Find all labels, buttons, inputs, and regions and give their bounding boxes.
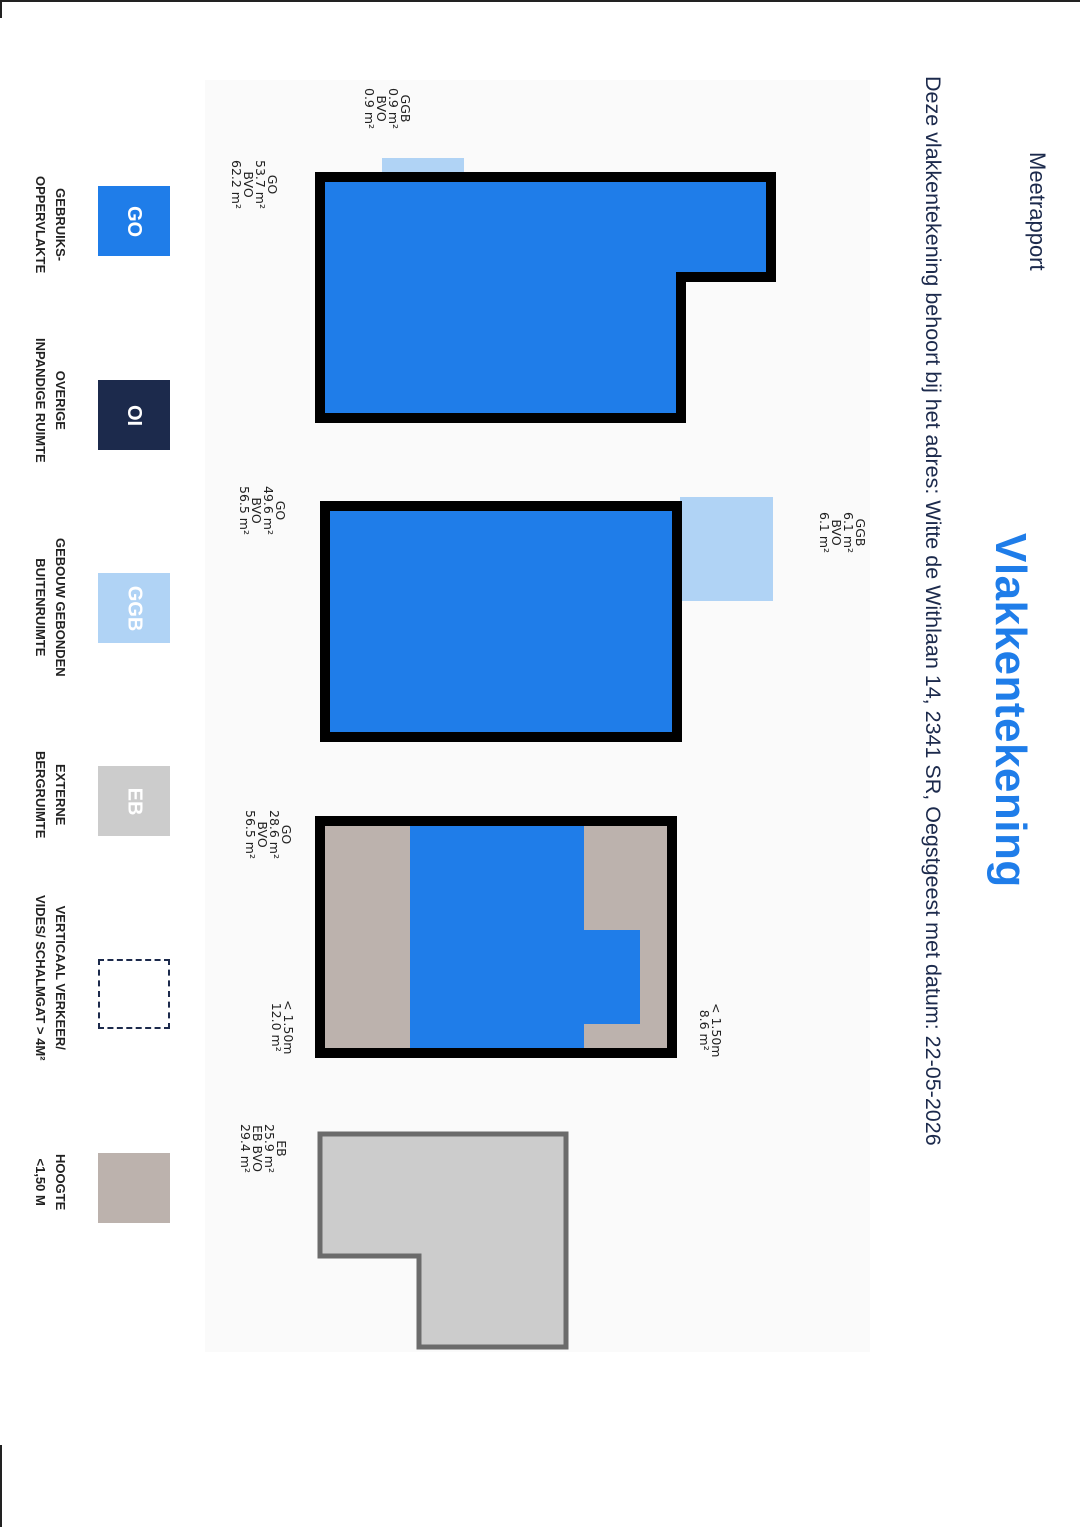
legend-label-oi: OVERIGE INPANDIGE RUIMTE (33, 338, 68, 463)
floor1-ggb-label: GGB 0.9 m² BVO 0.9 m² (362, 88, 413, 130)
floor2-go-area (325, 506, 677, 737)
floor1-go-label: GO 53.7 m² BVO 62.2 m² (229, 160, 280, 209)
legend-swatch-go: GO (98, 186, 170, 256)
legend-label-low-height: HOOGTE <1,50 M (33, 1154, 68, 1211)
floor3-low-left-label: < 1.50m 12.0 m² (269, 1000, 296, 1055)
legend-label-go: GEBRUIKS- OPPERVLAKTE (33, 176, 68, 274)
legend-label-vertical: VERTICAAL VERKEER/ VIDES/ SCHALMGAT > 4M² (33, 895, 68, 1061)
address-subtitle: Deze vlakkentekening behoort bij het adres: Witte de Withlaan 14, 2341 SR, Oegstgeest met datum: 22-05-2026 (921, 76, 945, 1146)
legend-swatch-eb: EB (98, 766, 170, 836)
floor4-eb-area (320, 1134, 566, 1347)
legend-label-eb: EXTERNE BERGRUIMTE (33, 751, 68, 839)
floor3-low-right-label: < 1.50m 8.6 m² (697, 1003, 724, 1058)
floor2-ggb-area (680, 497, 773, 601)
floor2-go-label: GO 49.6 m² BVO 56.5 m² (237, 486, 288, 535)
floor2-ggb-label: GGB 6.1 m² BVO 6.1 m² (817, 512, 868, 554)
floor3-go-label: GO 28.6 m² BVO 56.5 m² (243, 810, 294, 859)
legend-swatch-ggb: GGB (98, 573, 170, 643)
legend-swatch-low-height (98, 1153, 170, 1223)
floor1-go-area (320, 177, 771, 418)
floor4-eb-label: EB 25.9 m² EB BVO 29.4 m² (238, 1124, 289, 1173)
page-title: Vlakkentekening (986, 533, 1035, 888)
legend-swatch-oi: OI (98, 380, 170, 450)
legend-label-ggb: GEBOUW GEBONDEN BUITENRUIMTE (33, 538, 68, 677)
legend-swatch-vertical (98, 959, 170, 1029)
report-label: Meetrapport (1025, 152, 1050, 271)
